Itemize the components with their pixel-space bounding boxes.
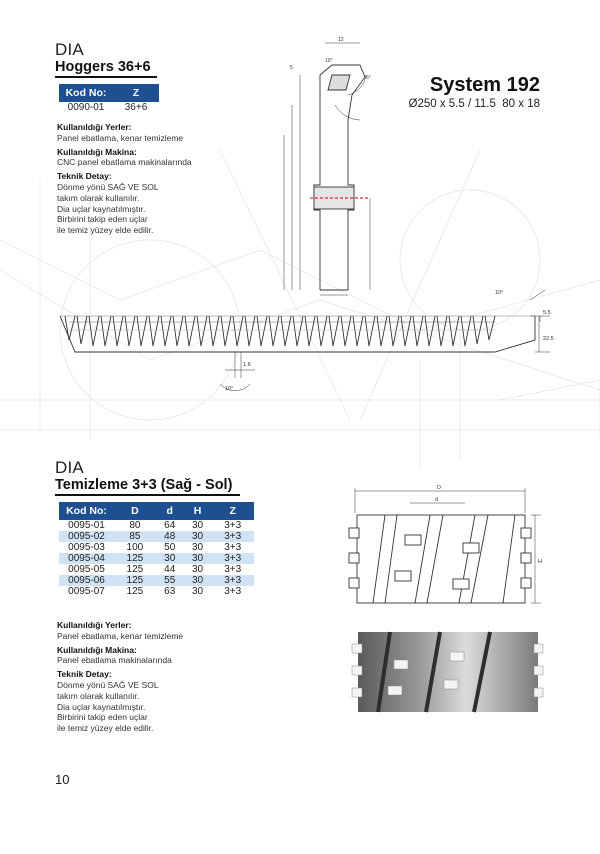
table-header-cell: H (184, 502, 212, 520)
detail-line: Birbirini takip eden uçlar (57, 214, 148, 225)
dim-label: 5.5 (543, 310, 551, 316)
dim-label: 22.5 (543, 336, 554, 342)
detail-label: Teknik Detay: (57, 669, 112, 680)
table-row (59, 553, 254, 564)
detail-line: Dönme yönü SAĞ VE SOL (57, 679, 159, 690)
table-header-row (59, 502, 254, 520)
table-header-row (59, 84, 159, 102)
section2-category: DIA (55, 458, 84, 477)
detail-line: ile temiz yüzey elde edilir. (57, 225, 154, 236)
dim-label: 5 (290, 65, 293, 71)
table-cell: 64 (164, 520, 176, 531)
table-cell: 100 (126, 542, 144, 553)
table-cell: 30 (191, 542, 204, 553)
table-row (59, 586, 254, 597)
machine-label: Kullanıldığı Makina: (57, 644, 137, 655)
table-cell: 50 (164, 542, 176, 553)
page-number: 10 (55, 772, 70, 787)
table-cell: 30 (191, 586, 204, 597)
detail-line: Birbirini takip eden uçlar (57, 712, 148, 723)
table-cell: 80 (129, 520, 141, 531)
hogger-profile-drawing (270, 35, 390, 300)
system-title: System 192 (429, 74, 540, 96)
table-header-cell: Z (211, 502, 254, 520)
table-cell: 63 (164, 586, 176, 597)
detail-line: Dönme yönü SAĞ VE SOL (57, 181, 159, 192)
table-cell: 55 (156, 575, 184, 586)
detail-line: Dia uçlar kaynatılmıştır. (57, 701, 146, 712)
usage-label: Kullanıldığı Yerler: (57, 122, 132, 132)
section1-category: DIA (55, 40, 84, 59)
table-cell: 0095-02 (59, 531, 114, 542)
dim-label: H (538, 559, 542, 565)
table-cell: 125 (126, 586, 144, 597)
dim-label: 6° (366, 75, 371, 81)
dim-label: 10° (495, 290, 504, 296)
table-cell: 0095-06 (59, 575, 114, 586)
table-cell: 30 (191, 564, 204, 575)
table-cell: 3+3 (211, 575, 254, 586)
table-cell: 36+6 (124, 102, 148, 113)
table-row (59, 564, 254, 575)
section1-title: Hoggers 36+6 (55, 59, 157, 78)
table-cell: 3+3 (224, 520, 242, 531)
table-cell: 44 (164, 564, 176, 575)
usage-text: Panel ebatlama, kenar temizleme (57, 132, 184, 143)
table-header-cell: Kod No: (59, 84, 113, 102)
table-header-cell: D (114, 502, 156, 520)
detail-line: takım olarak kullanılır. (57, 690, 140, 701)
hogger-teeth-drawing (55, 290, 555, 400)
table-cell: 48 (156, 531, 184, 542)
table-header-cell: Kod No: (59, 502, 114, 520)
table-cell: 0095-07 (68, 586, 105, 597)
machine-text: Panel ebatlama makinalarında (57, 655, 172, 666)
table-cell: 3+3 (211, 531, 254, 542)
dim-label: 1.6 (243, 362, 251, 368)
table-row (59, 531, 254, 542)
usage-text: Panel ebatlama, kenar temizleme (57, 630, 184, 641)
table-row (59, 102, 159, 113)
machine-text: CNC panel ebatlama makinalarında (57, 157, 192, 168)
table-cell: 30 (156, 553, 184, 564)
table-cell: 85 (114, 531, 156, 542)
table-row (59, 575, 254, 586)
table-cell: 125 (114, 575, 156, 586)
cutter-line-drawing (345, 483, 555, 608)
table-header-cell: d (156, 502, 184, 520)
table-cell: 30 (184, 575, 212, 586)
detail-line: ile temiz yüzey elde edilir. (57, 723, 154, 734)
table-cell: 125 (126, 564, 144, 575)
table-cell: 3+3 (211, 553, 254, 564)
table-row (59, 520, 254, 531)
detail-label: Teknik Detay: (57, 171, 112, 182)
section1-info (57, 122, 257, 236)
detail-line: Dia uçlar kaynatılmıştır. (57, 203, 146, 214)
table-cell: 3+3 (224, 564, 242, 575)
dim-label: 10° (225, 386, 234, 392)
machine-label: Kullanıldığı Makina: (57, 146, 137, 157)
section2-title: Temizleme 3+3 (Sağ - Sol) (55, 477, 240, 496)
dim-label: d (435, 497, 439, 503)
table-cell: 30 (184, 531, 212, 542)
table-cell: 0095-03 (68, 542, 105, 553)
table-cell: 30 (191, 520, 204, 531)
table-cell: 3+3 (224, 542, 242, 553)
table-cell: 30 (184, 553, 212, 564)
section2-spec-table (59, 502, 254, 597)
table-cell: 0095-04 (59, 553, 114, 564)
detail-line: takım olarak kullanılır. (57, 192, 140, 203)
table-cell: 0090-01 (67, 102, 105, 113)
table-header-cell: Z (113, 84, 159, 102)
dim-label: D (437, 485, 441, 491)
table-cell: 3+3 (224, 586, 242, 597)
table-cell: 125 (114, 553, 156, 564)
cutter-render-image (350, 630, 545, 715)
system-dimensions: Ø250 x 5.5 / 11.5 80 x 18 (408, 98, 540, 110)
dim-label: 10° (325, 58, 333, 64)
dim-label: 12 (338, 37, 344, 43)
section1-spec-table (59, 84, 159, 113)
usage-label: Kullanıldığı Yerler: (57, 620, 132, 630)
table-cell: 0095-05 (68, 564, 105, 575)
section2-info (57, 620, 257, 734)
table-cell: 0095-01 (68, 520, 105, 531)
table-row (59, 542, 254, 553)
